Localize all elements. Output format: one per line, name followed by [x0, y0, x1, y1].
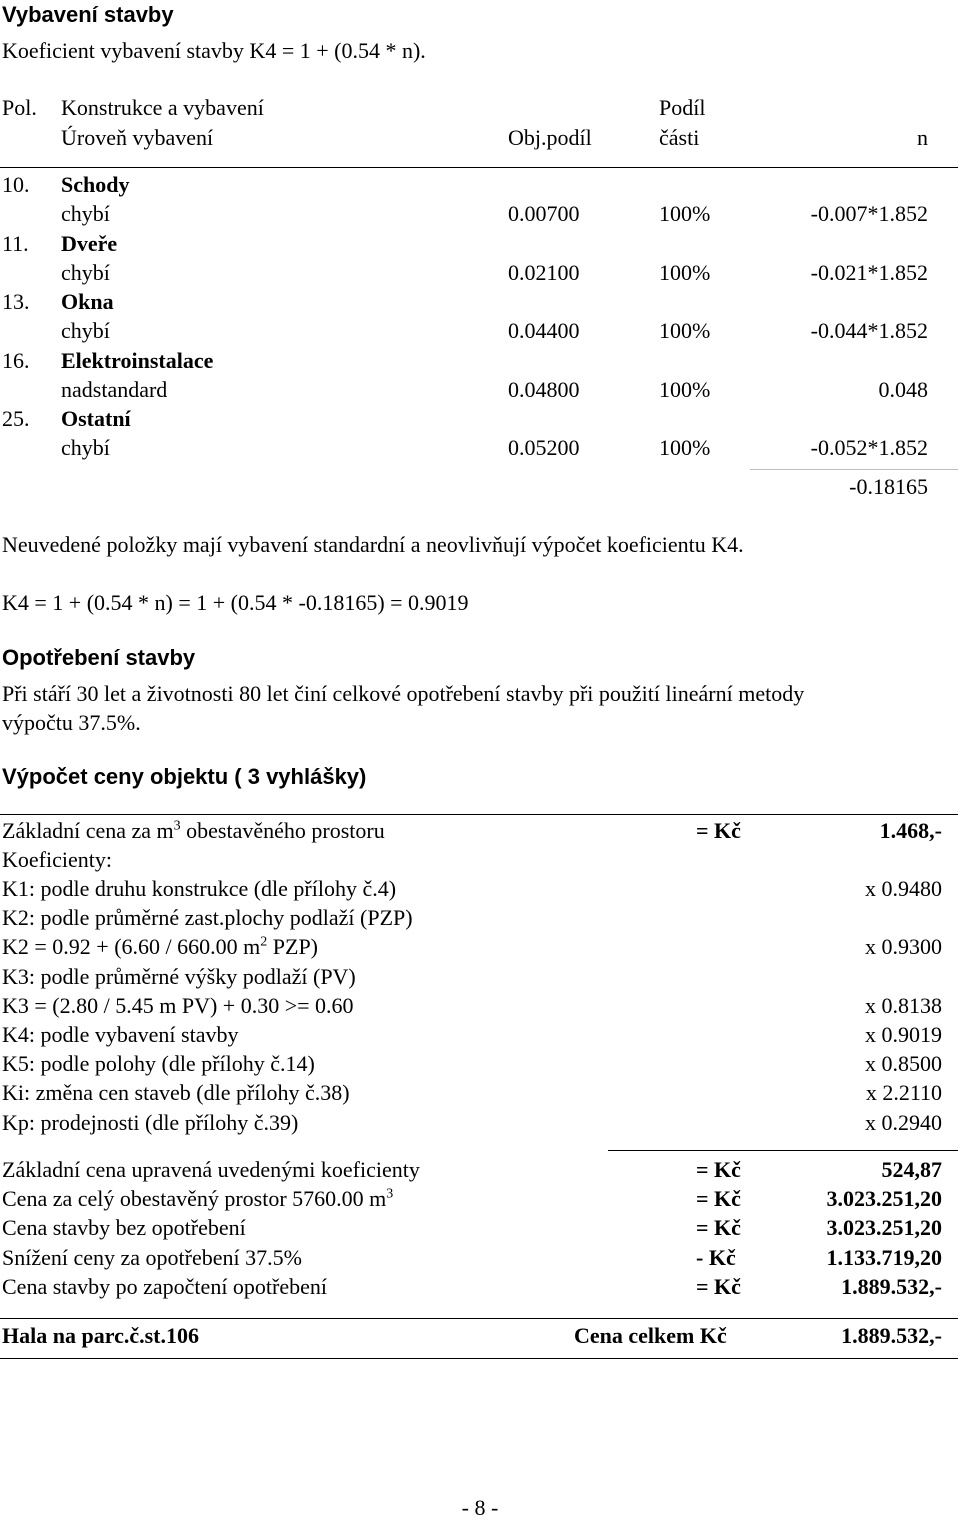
coef-value: x 0.9300 [865, 934, 942, 960]
coef-value: x 0.2940 [865, 1109, 942, 1135]
wear-text-line1: Při stáří 30 let a životnosti 80 let činí celkové opotřebení stavby při použití lineární metody [2, 681, 805, 706]
coef-value: x 0.8138 [865, 992, 942, 1018]
result-label: Cena za celý obestavěný prostor 5760.00 $m^3$ [2, 1186, 394, 1212]
row-obj-share: 0.04800 [508, 376, 580, 402]
result-value: 524,87 [881, 1157, 942, 1182]
result-value: 3.023.251,20 [826, 1186, 942, 1212]
row-part-share: 100% [659, 201, 711, 226]
result-label: Cena stavby po započtení opotřebení [2, 1273, 328, 1299]
result-op: = Kč [696, 1215, 741, 1241]
row-construction: Okna [61, 289, 114, 314]
result-value: 1.889.532,- [841, 1273, 942, 1299]
total-rule [750, 469, 958, 470]
result-value: 3.023.251,20 [826, 1215, 942, 1241]
header-rule [0, 167, 958, 168]
col-header-casti: části [659, 125, 700, 150]
k4-formula: K4 = 1 + (0.54 * n) = 1 + (0.54 * -0.18165) = 0.9019 [2, 590, 469, 615]
col-header-konstrukce: Konstrukce a vybavení [61, 95, 264, 120]
base-price-label: Základní cena za $m^3$ obestavěného prostoru [2, 818, 385, 843]
coef-label: K5: podle polohy (dle přílohy č.14) [2, 1051, 315, 1077]
note: Neuvedené položky mají vybavení standardní a neovlivňují výpočet koeficientu K4. [2, 532, 744, 557]
row-obj-share: 0.02100 [508, 259, 580, 285]
row-n-value: -0.007*1.852 [810, 201, 928, 226]
row-part-share: 100% [659, 259, 711, 285]
base-price-op: = Kč [696, 818, 741, 843]
coef-label: K3: podle průměrné výšky podlaží (PV) [2, 963, 356, 989]
row-construction: Ostatní [61, 406, 131, 431]
coef-heading: Koeficienty: [2, 847, 112, 872]
row-level: chybí [61, 435, 110, 460]
row-construction: Schody [61, 172, 130, 197]
coef-label: Kp: prodejnosti (dle přílohy č.39) [2, 1109, 299, 1135]
n-total: -0.18165 [849, 474, 928, 499]
result-label: Snížení ceny za opotřebení 37.5% [2, 1244, 302, 1270]
row-level: chybí [61, 201, 110, 226]
result-label: Cena stavby bez opotřebení [2, 1215, 246, 1241]
section-title-vypocet: Výpočet ceny objektu ( 3 vyhlášky) [2, 764, 367, 789]
row-number: 16. [2, 347, 30, 373]
calc-top-rule [0, 814, 958, 815]
coef-value: x 0.9480 [865, 876, 942, 901]
row-n-value: -0.044*1.852 [810, 318, 928, 343]
final-label: Hala na parc.č.st.106 [2, 1323, 199, 1348]
coef-label: K1: podle druhu konstrukce (dle přílohy č.4) [2, 876, 397, 901]
coef-label: K2 = 0.92 + (6.60 / 660.00 $m^2$ PZP) [2, 934, 319, 960]
final-op: Cena celkem Kč [574, 1323, 727, 1348]
row-n-value: 0.048 [878, 376, 928, 402]
result-value: 1.133.719,20 [826, 1244, 942, 1270]
coef-value: x 0.8500 [865, 1051, 942, 1077]
col-header-uroven: Úroveň vybavení [61, 125, 214, 150]
base-price-value: 1.468,- [879, 818, 942, 843]
row-obj-share: 0.04400 [508, 318, 580, 343]
final-top-rule [0, 1318, 958, 1319]
row-construction: Dveře [61, 230, 118, 256]
coef-label: K2: podle průměrné zast.plochy podlaží (PZP) [2, 905, 413, 931]
coef-label: Ki: změna cen staveb (dle přílohy č.38) [2, 1080, 350, 1106]
wear-text-line2: výpočtu 37.5%. [2, 710, 141, 735]
row-level: chybí [61, 259, 110, 285]
row-construction: Elektroinstalace [61, 347, 214, 373]
row-number: 10. [2, 172, 30, 197]
col-header-n: n [917, 125, 928, 150]
final-value: 1.889.532,- [841, 1323, 942, 1348]
col-header-podil: Podíl [659, 95, 706, 120]
coef-label: K3 = (2.80 / 5.45 m PV) + 0.30 >= 0.60 [2, 992, 354, 1018]
row-part-share: 100% [659, 318, 711, 343]
k4-definition: Koeficient vybavení stavby K4 = 1 + (0.54 * n). [2, 38, 426, 63]
result-op: = Kč [696, 1157, 741, 1182]
col-header-pol: Pol. [2, 95, 37, 120]
row-n-value: -0.021*1.852 [810, 259, 928, 285]
final-bottom-rule [0, 1358, 958, 1359]
result-label: Základní cena upravená uvedenými koeficienty [2, 1157, 420, 1182]
row-obj-share: 0.00700 [508, 201, 580, 226]
coef-value: x 2.2110 [865, 1080, 942, 1106]
results-rule [608, 1150, 958, 1151]
result-op: = Kč [696, 1273, 741, 1299]
section-title-opotrebeni: Opotřebení stavby [2, 645, 196, 670]
row-obj-share: 0.05200 [508, 435, 580, 460]
row-number: 13. [2, 289, 30, 314]
coef-value: x 0.9019 [865, 1022, 942, 1047]
row-number: 11. [2, 230, 29, 256]
row-part-share: 100% [659, 435, 711, 460]
row-n-value: -0.052*1.852 [810, 435, 928, 460]
result-op: = Kč [696, 1186, 741, 1212]
row-number: 25. [2, 406, 30, 431]
result-op: - Kč [696, 1244, 736, 1270]
page-number: - 8 - [461, 1495, 499, 1520]
col-header-objpodil: Obj.podíl [508, 125, 592, 150]
row-level: chybí [61, 318, 110, 343]
section-title-vybaveni: Vybavení stavby [2, 2, 174, 27]
coef-label: K4: podle vybavení stavby [2, 1022, 239, 1047]
row-level: nadstandard [61, 376, 168, 402]
row-part-share: 100% [659, 376, 711, 402]
